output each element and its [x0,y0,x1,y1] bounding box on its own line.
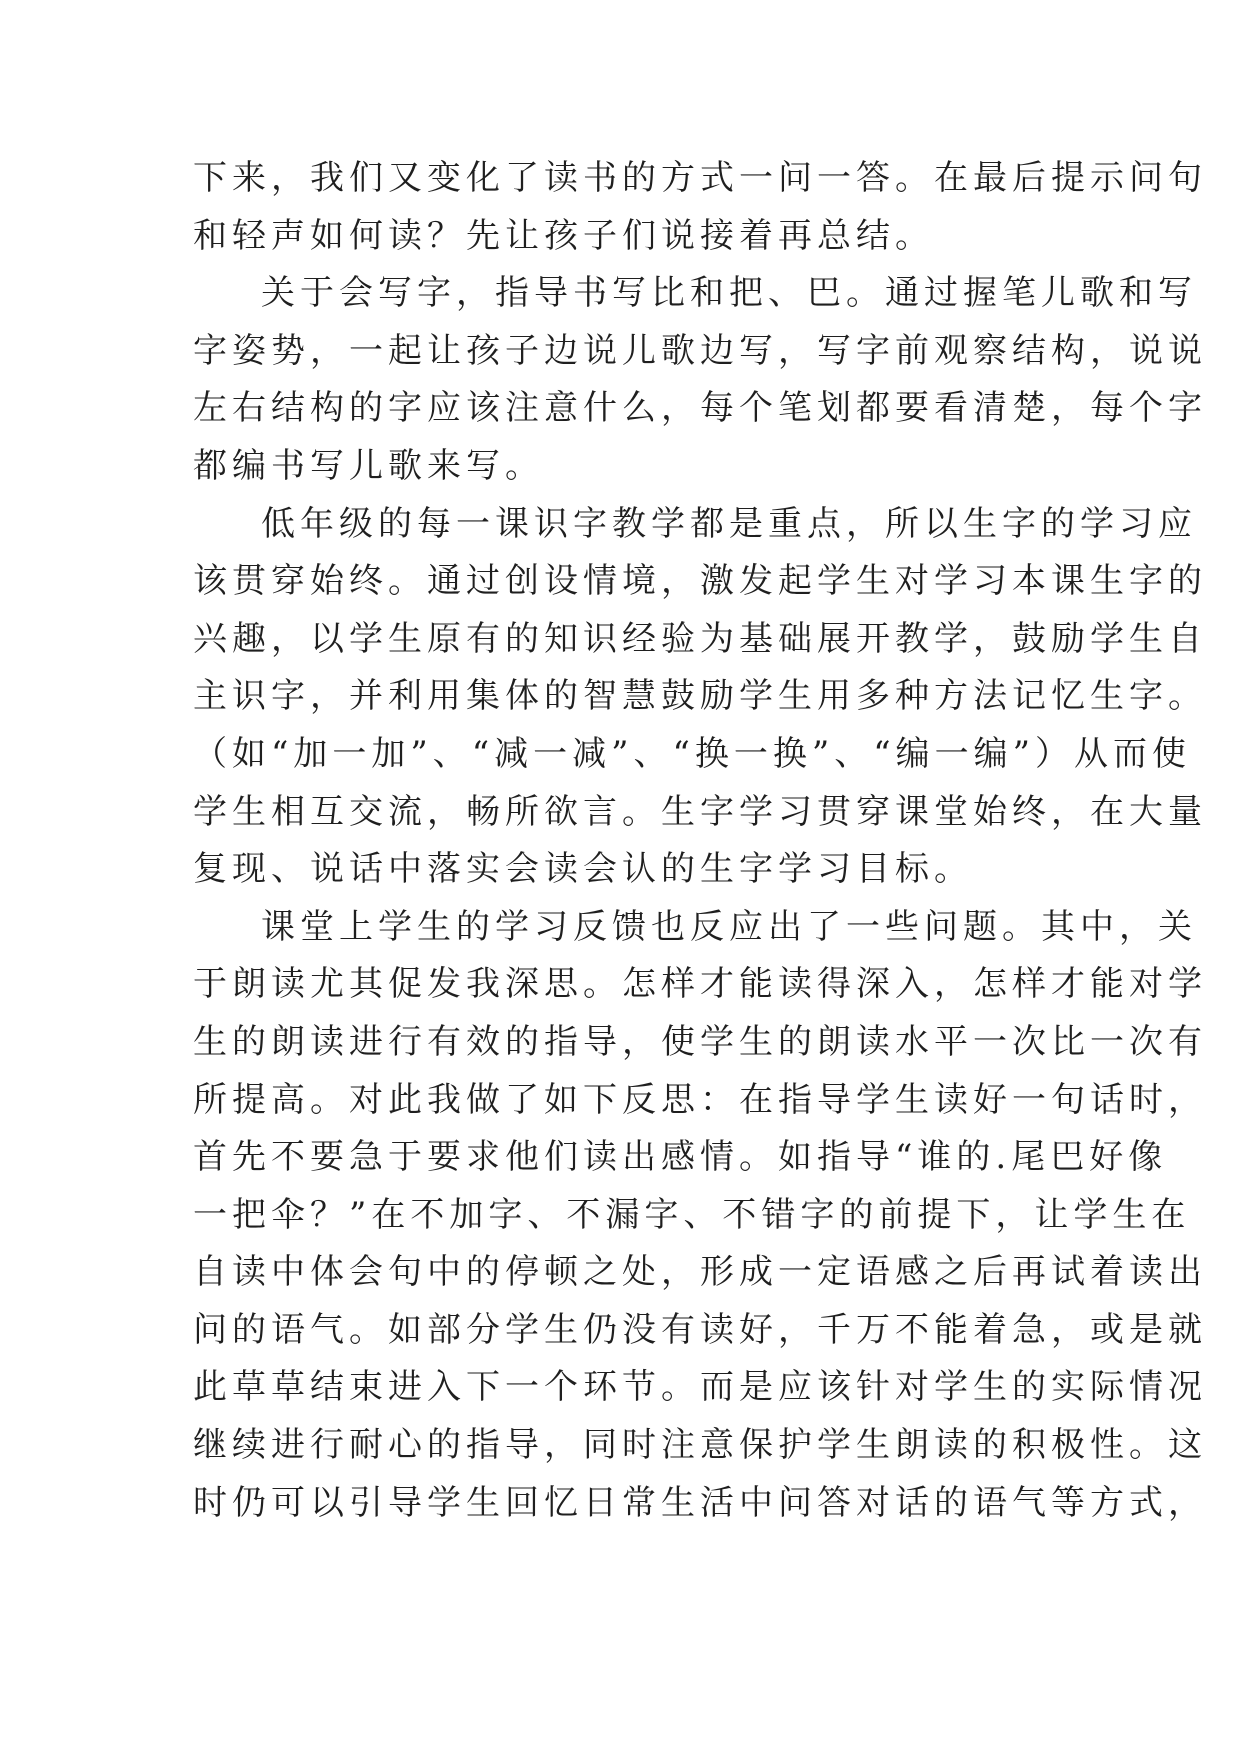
text-line: 所提高。对此我做了如下反思：在指导学生读好一句话时， [193,1079,1207,1120]
text-line: 该贯穿始终。通过创设情境，激发起学生对学习本课生字的 [193,561,1207,602]
text-line: 自读中体会句中的停顿之处，形成一定语感之后再试着读出 [193,1252,1207,1293]
text-line: 左右结构的字应该注意什么，每个笔划都要看清楚，每个字 [193,388,1207,429]
document-body [193,150,1207,1532]
text-line: 生的朗读进行有效的指导，使学生的朗读水平一次比一次有 [193,1021,1207,1062]
text-line: 关于会写字，指导书写比和把、巴。通过握笔儿歌和写 [261,273,1197,314]
text-line: 时仍可以引导学生回忆日常生活中问答对话的语气等方式， [193,1482,1207,1523]
text-line: 主识字，并利用集体的智慧鼓励学生用多种方法记忆生字。 [193,676,1207,717]
text-line: 兴趣，以学生原有的知识经验为基础展开教学，鼓励学生自 [193,618,1207,659]
text-line: 首先不要急于要求他们读出感情。如指导“谁的.尾巴好像 [193,1137,1168,1178]
text-line: 继续进行耐心的指导，同时注意保护学生朗读的积极性。这 [193,1425,1207,1466]
text-line: 下来，我们又变化了读书的方式一问一答。在最后提示问句 [193,158,1207,198]
text-line: （如“加一加”、“减一减”、“换一换”、“编一编”）从而使 [193,733,1192,774]
text-line: 问的语气。如部分学生仍没有读好，千万不能着急，或是就 [193,1309,1207,1350]
text-line: 一把伞？”在不加字、不漏字、不错字的前提下，让学生在 [193,1194,1191,1235]
text-line: 和轻声如何读？先让孩子们说接着再总结。 [193,215,934,256]
text-line: 课堂上学生的学习反馈也反应出了一些问题。其中，关 [261,906,1197,947]
text-line: 低年级的每一课识字教学都是重点，所以生字的学习应 [261,503,1197,544]
text-line: 都编书写儿歌来写。 [193,445,544,486]
text-line: 学生相互交流，畅所欲言。生字学习贯穿课堂始终，在大量 [193,791,1207,832]
text-line: 字姿势，一起让孩子边说儿歌边写，写字前观察结构，说说 [193,330,1207,371]
text-line: 复现、说话中落实会读会认的生字学习目标。 [193,849,973,890]
text-line: 此草草结束进入下一个环节。而是应该针对学生的实际情况 [193,1367,1207,1408]
text-line: 于朗读尤其促发我深思。怎样才能读得深入，怎样才能对学 [193,964,1207,1005]
